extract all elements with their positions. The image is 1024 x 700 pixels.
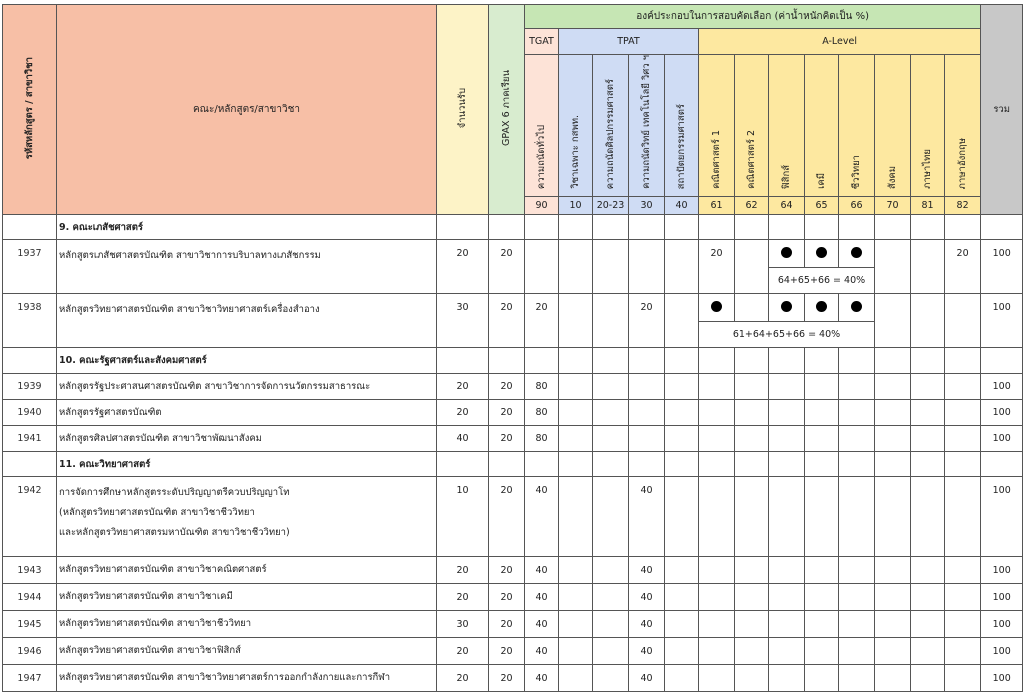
- program-code: 1939: [3, 374, 57, 400]
- required-mark: [769, 294, 805, 322]
- subject-alevel-81: ภาษาไทย: [911, 55, 945, 197]
- seats: 20: [437, 557, 489, 584]
- total-weight: 100: [981, 584, 1023, 611]
- required-mark: [839, 240, 875, 268]
- total-weight: 100: [981, 426, 1023, 452]
- tgat-weight: 40: [525, 665, 559, 692]
- header-tgat: TGAT: [525, 29, 559, 55]
- code-61: 61: [699, 197, 735, 215]
- gpax-weight: 20: [489, 611, 525, 638]
- seats: 20: [437, 665, 489, 692]
- program-name: หลักสูตรวิทยาศาสตรบัณฑิต สาขาวิชาฟิสิกส์: [57, 638, 437, 665]
- program-name: หลักสูตรรัฐศาสตรบัณฑิต: [57, 400, 437, 426]
- alevel-61-weight: 20: [699, 240, 735, 294]
- gpax-weight: 20: [489, 665, 525, 692]
- table-row: [3, 638, 1023, 665]
- tpat-30-weight: 40: [629, 638, 665, 665]
- header-code: รหัสหลักสูตร / สาขาวิชา: [3, 5, 57, 215]
- gpax-weight: 20: [489, 584, 525, 611]
- section-title: 9. คณะเภสัชศาสตร์: [57, 215, 437, 240]
- table-row: [3, 557, 1023, 584]
- dot-icon: [781, 301, 792, 312]
- gpax-weight: 20: [489, 557, 525, 584]
- subject-tgat-90: ความถนัดทั่วไป: [525, 55, 559, 197]
- total-weight: 100: [981, 400, 1023, 426]
- dot-icon: [851, 301, 862, 312]
- gpax-weight: 20: [489, 426, 525, 452]
- table-row: [3, 611, 1023, 638]
- total-weight: 100: [981, 294, 1023, 348]
- total-weight: 100: [981, 477, 1023, 557]
- section-title: 11. คณะวิทยาศาสตร์: [57, 452, 437, 477]
- code-64: 64: [769, 197, 805, 215]
- section-row: [3, 215, 1023, 240]
- seats: 20: [437, 400, 489, 426]
- header-tpat: TPAT: [559, 29, 699, 55]
- code-40: 40: [665, 197, 699, 215]
- program-code: 1941: [3, 426, 57, 452]
- total-weight: 100: [981, 665, 1023, 692]
- tpat-30-weight: 20: [629, 294, 665, 348]
- program-name-line: การจัดการศึกษาหลักสูตรระดับปริญญาตรีควบปริญญาโท: [59, 487, 290, 498]
- code-70: 70: [875, 197, 911, 215]
- header-gpax: GPAX 6 ภาคเรียน: [489, 5, 525, 215]
- code-81: 81: [911, 197, 945, 215]
- code-20-23: 20-23: [593, 197, 629, 215]
- seats: 30: [437, 611, 489, 638]
- total-weight: 100: [981, 611, 1023, 638]
- required-mark: [805, 294, 839, 322]
- seats: 10: [437, 477, 489, 557]
- gpax-weight: 20: [489, 400, 525, 426]
- dot-icon: [816, 247, 827, 258]
- seats: 20: [437, 240, 489, 294]
- subject-alevel-70: สังคม: [875, 55, 911, 197]
- gpax-weight: 20: [489, 240, 525, 294]
- header-seats: จำนวนรับ: [437, 5, 489, 215]
- seats: 20: [437, 584, 489, 611]
- subject-alevel-65: เคมี: [805, 55, 839, 197]
- tpat-30-weight: 40: [629, 665, 665, 692]
- program-name: หลักสูตรวิทยาศาสตรบัณฑิต สาขาวิชาวิทยาศาสตร์การออกกำลังกายและการกีฬา: [57, 665, 437, 692]
- alevel-82-weight: 20: [945, 240, 981, 294]
- section-row: [3, 452, 1023, 477]
- table-row: [3, 665, 1023, 692]
- seats: 30: [437, 294, 489, 348]
- code-66: 66: [839, 197, 875, 215]
- tgat-weight: 20: [525, 294, 559, 348]
- header-alevel: A-Level: [699, 29, 981, 55]
- subject-tpat-30: ความถนัดวิทย์ เทคโนโลยี วิศว ฯ: [629, 55, 665, 197]
- program-name: หลักสูตรวิทยาศาสตรบัณฑิต สาขาวิชาชีววิทยา: [57, 611, 437, 638]
- header-total: รวม: [981, 5, 1023, 215]
- table-row: [3, 240, 1023, 268]
- tpat-30-weight: 40: [629, 611, 665, 638]
- subject-alevel-82: ภาษาอังกฤษ: [945, 55, 981, 197]
- table-row: [3, 400, 1023, 426]
- combined-weight-formula: 64+65+66 = 40%: [769, 268, 875, 294]
- program-code: 1942: [3, 477, 57, 557]
- seats: 20: [437, 374, 489, 400]
- gpax-weight: 20: [489, 374, 525, 400]
- header-components: องค์ประกอบในการสอบคัดเลือก (ค่าน้ำหนักคิดเป็น %): [525, 5, 981, 29]
- required-mark: [805, 240, 839, 268]
- total-weight: 100: [981, 557, 1023, 584]
- total-weight: 100: [981, 638, 1023, 665]
- gpax-weight: 20: [489, 638, 525, 665]
- section-row: [3, 348, 1023, 374]
- program-name-line: (หลักสูตรวิทยาศาสตรบัณฑิต สาขาวิชาชีววิทยา: [59, 507, 255, 518]
- program-code: 1943: [3, 557, 57, 584]
- code-65: 65: [805, 197, 839, 215]
- program-code: 1945: [3, 611, 57, 638]
- code-90: 90: [525, 197, 559, 215]
- code-30: 30: [629, 197, 665, 215]
- tgat-weight: 80: [525, 374, 559, 400]
- program-code: 1944: [3, 584, 57, 611]
- subject-tpat-40: สถาปัตยกรรมศาสตร์: [665, 55, 699, 197]
- required-mark: [839, 294, 875, 322]
- program-code: 1937: [3, 240, 57, 294]
- table-row: [3, 584, 1023, 611]
- program-name: หลักสูตรเภสัชศาสตรบัณฑิต สาขาวิชาการบริบาลทางเภสัชกรรม: [57, 240, 437, 294]
- seats: 20: [437, 638, 489, 665]
- dot-icon: [816, 301, 827, 312]
- tgat-weight: 40: [525, 638, 559, 665]
- table-row: [3, 426, 1023, 452]
- code-10: 10: [559, 197, 593, 215]
- program-code: 1938: [3, 294, 57, 348]
- total-weight: 100: [981, 240, 1023, 294]
- program-name: [57, 477, 437, 557]
- tgat-weight: 40: [525, 584, 559, 611]
- table-row: [3, 294, 1023, 322]
- program-code: 1940: [3, 400, 57, 426]
- program-name-line: และหลักสูตรวิทยาศาสตรมหาบัณฑิต สาขาวิชาชีววิทยา): [59, 527, 290, 538]
- subject-tpat-10: วิชาเฉพาะ กสพท.: [559, 55, 593, 197]
- tgat-weight: 80: [525, 400, 559, 426]
- gpax-weight: 20: [489, 294, 525, 348]
- program-name: หลักสูตรศิลปศาสตรบัณฑิต สาขาวิชาพัฒนาสังคม: [57, 426, 437, 452]
- table-row: [3, 477, 1023, 557]
- section-title: 10. คณะรัฐศาสตร์และสังคมศาสตร์: [57, 348, 437, 374]
- tpat-30-weight: 40: [629, 557, 665, 584]
- code-62: 62: [735, 197, 769, 215]
- tgat-weight: 40: [525, 557, 559, 584]
- program-code: 1947: [3, 665, 57, 692]
- dot-icon: [851, 247, 862, 258]
- combined-weight-formula: 61+64+65+66 = 40%: [699, 322, 875, 348]
- tgat-weight: 80: [525, 426, 559, 452]
- header-name: คณะ/หลักสูตร/สาขาวิชา: [57, 5, 437, 215]
- tgat-weight: 40: [525, 611, 559, 638]
- program-name: หลักสูตรวิทยาศาสตรบัณฑิต สาขาวิชาเคมี: [57, 584, 437, 611]
- program-name: หลักสูตรวิทยาศาสตรบัณฑิต สาขาวิชาวิทยาศาสตร์เครื่องสำอาง: [57, 294, 437, 348]
- subject-alevel-66: ชีววิทยา: [839, 55, 875, 197]
- seats: 40: [437, 426, 489, 452]
- code-82: 82: [945, 197, 981, 215]
- tgat-weight: 40: [525, 477, 559, 557]
- tpat-30-weight: 40: [629, 584, 665, 611]
- admission-criteria-table: [2, 4, 1023, 692]
- table-row: [3, 374, 1023, 400]
- dot-icon: [711, 301, 722, 312]
- required-mark: [769, 240, 805, 268]
- subject-tpat-20: ความถนัดศิลปกรรมศาสตร์: [593, 55, 629, 197]
- gpax-weight: 20: [489, 477, 525, 557]
- total-weight: 100: [981, 374, 1023, 400]
- dot-icon: [781, 247, 792, 258]
- subject-alevel-61: คณิตศาสตร์ 1: [699, 55, 735, 197]
- program-name: หลักสูตรรัฐประศาสนศาสตรบัณฑิต สาขาวิชาการจัดการนวัตกรรมสาธารณะ: [57, 374, 437, 400]
- required-mark: [699, 294, 735, 322]
- tpat-30-weight: 40: [629, 477, 665, 557]
- program-code: 1946: [3, 638, 57, 665]
- subject-alevel-62: คณิตศาสตร์ 2: [735, 55, 769, 197]
- program-name: หลักสูตรวิทยาศาสตรบัณฑิต สาขาวิชาคณิตศาสตร์: [57, 557, 437, 584]
- subject-alevel-64: ฟิสิกส์: [769, 55, 805, 197]
